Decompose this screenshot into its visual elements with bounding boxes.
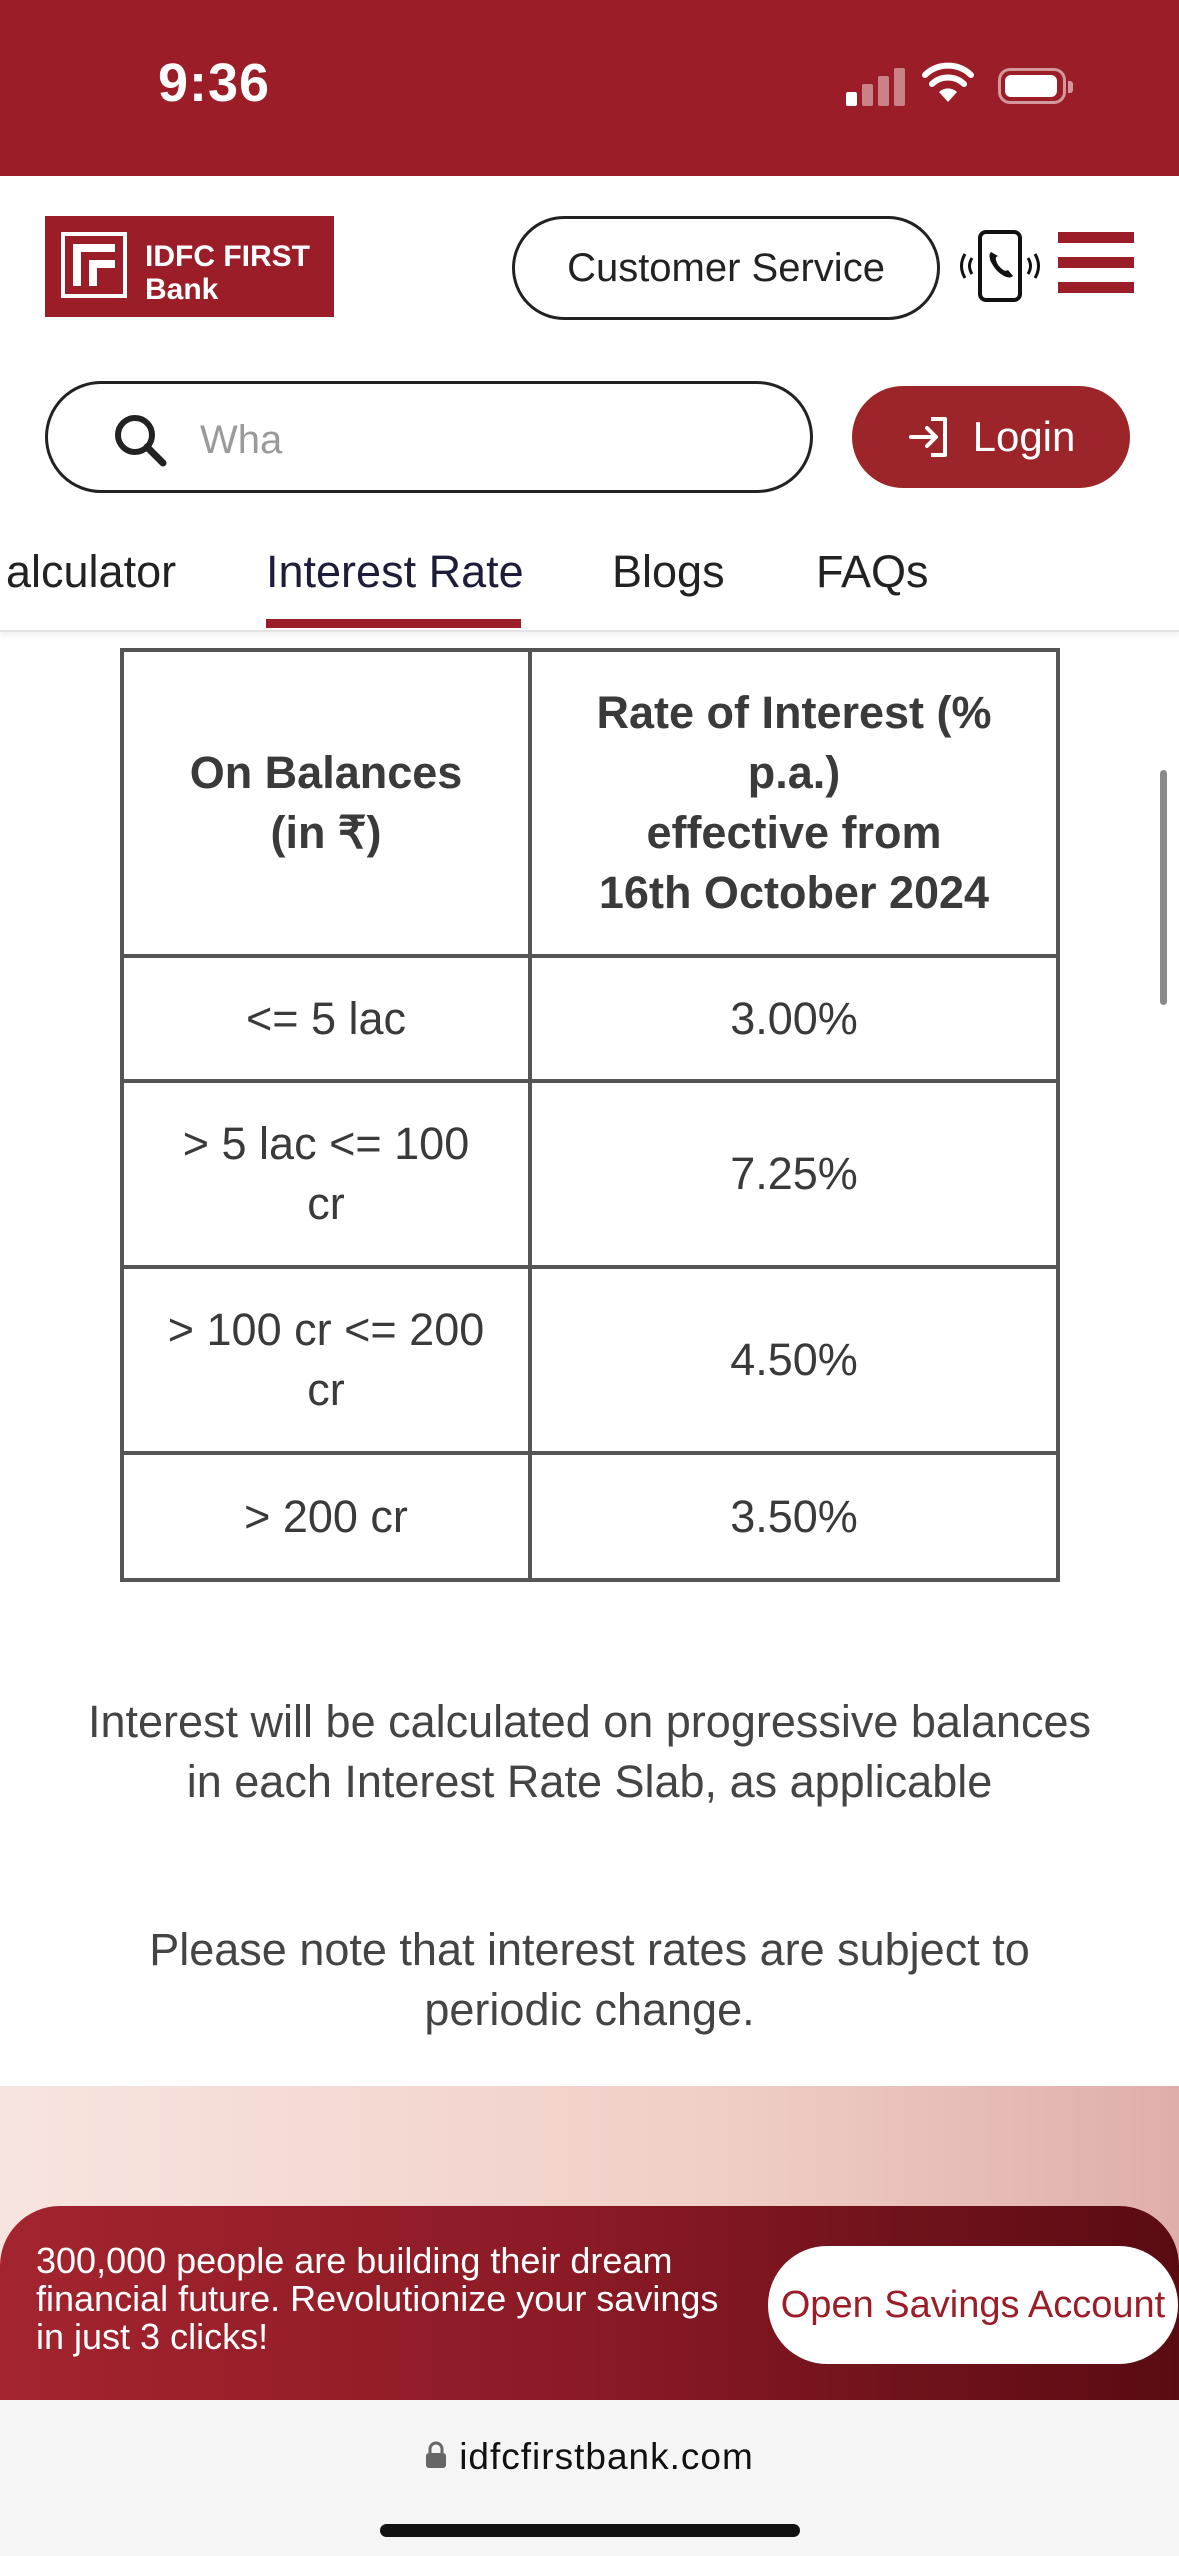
savings-promo-banner <box>0 2206 1179 2400</box>
lock-icon <box>425 2441 447 2469</box>
page-scrollbar[interactable] <box>1160 770 1167 1005</box>
tab-calculator[interactable]: alculator <box>6 546 177 597</box>
hamburger-menu-icon[interactable] <box>1058 232 1134 294</box>
promo-text: 300,000 people are building their dream financial future. Revolutionize your savings in just 3 clicks! <box>36 2240 719 2357</box>
table-cell-rate: 3.00% <box>730 992 858 1044</box>
login-arrow-icon <box>907 415 951 459</box>
home-indicator[interactable] <box>380 2524 800 2537</box>
status-time: 9:36 <box>158 53 271 113</box>
table-cell-balance: <= 5 lac <box>245 992 407 1044</box>
site-header <box>0 176 1179 536</box>
customer-service-button[interactable]: Customer Service <box>512 216 940 320</box>
address-display[interactable] <box>0 2436 1179 2478</box>
table-cell-rate: 4.50% <box>730 1334 858 1385</box>
phone-call-icon[interactable] <box>960 226 1040 306</box>
search-input[interactable] <box>198 412 762 468</box>
search-icon <box>110 410 170 470</box>
logo-line-1: IDFC FIRST <box>145 240 310 273</box>
login-label: Login <box>972 413 1076 460</box>
tab-interest-rate[interactable]: Interest Rate <box>266 546 524 597</box>
table-cell-rate: 3.50% <box>730 1490 858 1542</box>
table-cell-balance: > 200 cr <box>244 1490 408 1542</box>
cellular-signal-icon <box>846 66 906 106</box>
tab-faqs[interactable]: FAQs <box>816 546 929 597</box>
wifi-icon <box>922 62 974 104</box>
url-text: idfcfirstbank.com <box>459 2436 754 2477</box>
table-cell-balance: > 100 cr <= 200 cr <box>167 1304 485 1415</box>
progressive-balance-note: Interest will be calculated on progressive balances in each Interest Rate Slab, as applicable <box>87 1696 1092 1807</box>
table-cell-balance: > 5 lac <= 100 cr <box>182 1118 470 1229</box>
logo-line-2: Bank <box>145 273 219 306</box>
battery-icon <box>998 68 1066 104</box>
table-cell-rate: 7.25% <box>730 1148 858 1199</box>
logo-text <box>145 240 310 306</box>
tab-blogs[interactable]: Blogs <box>612 546 725 597</box>
search-bar[interactable] <box>45 381 813 493</box>
open-savings-account-button[interactable]: Open Savings Account <box>768 2246 1178 2364</box>
logo-mark-icon <box>61 232 127 298</box>
idfc-first-bank-logo[interactable] <box>45 216 334 317</box>
status-bar <box>0 0 1179 176</box>
rate-change-note: Please note that interest rates are subject to periodic change. <box>149 1924 1030 2035</box>
section-tabs <box>0 536 1179 632</box>
table-header-balance: On Balances (in ₹) <box>189 747 463 858</box>
login-button[interactable] <box>852 386 1130 488</box>
interest-rate-table <box>120 648 1060 1582</box>
active-tab-indicator <box>266 619 521 628</box>
browser-address-bar[interactable] <box>0 2400 1179 2556</box>
table-header-rate: Rate of Interest (% p.a.) effective from 16th October 2024 <box>596 687 992 918</box>
